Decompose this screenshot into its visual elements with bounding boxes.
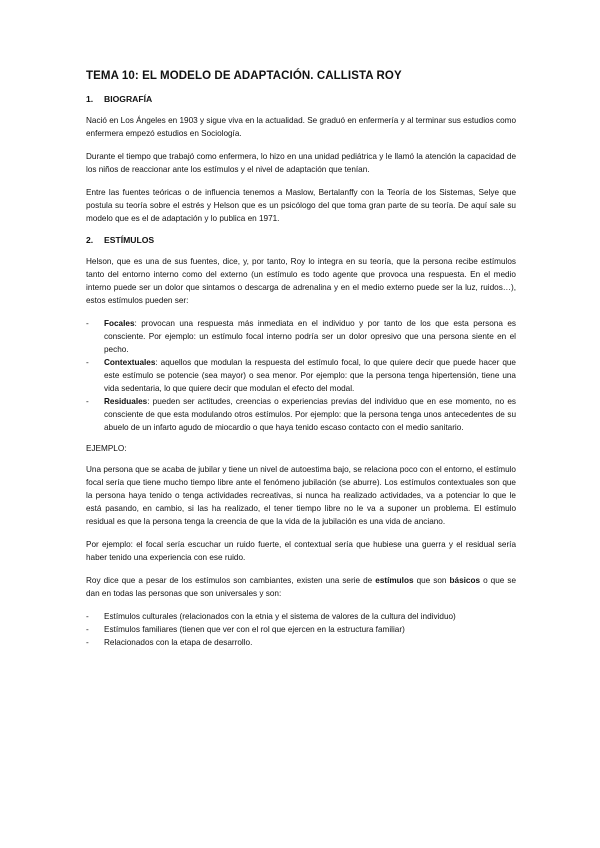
text-run: que son (413, 576, 450, 585)
list-dash: - (86, 319, 89, 328)
list-dash: - (86, 625, 89, 634)
stimulus-type-list (86, 317, 516, 434)
list-term: Focales (104, 319, 135, 328)
list-text: : pueden ser actitudes, creencias o experiencias previas del individuo que en ese momento, no es consciente de que esta modulando otros estímulos. Por ejemplo: que la persona tenga unos antecedentes de su abuelo de un infarto agudo de miocardio o que haya tenido escaso contacto con el medio sanitario. (104, 397, 516, 432)
text-run: Roy dice que a pesar de los estímulos son cambiantes, existen una serie de (86, 576, 376, 585)
list-item (86, 395, 516, 434)
text-bold: estímulos (375, 576, 414, 585)
section-heading-biografia (86, 94, 516, 104)
section-number: 2. (86, 235, 94, 245)
section-title: BIOGRAFÍA (104, 94, 153, 104)
list-dash: - (86, 638, 89, 647)
paragraph: Una persona que se acaba de jubilar y tiene un nivel de autoestima bajo, se relaciona poco con el entorno, el estímulo focal sería que tiene mucho tiempo libre ante el fenómeno jubilación (se aburre). Los estímulos contextuales son que la persona haya tenido o tenga actividades recreativas, si nunca ha realizado actividades, va a potenciar lo que le está pasando, en cambio, si las ha realizado, el tener tiempo libre no le va a suponer un problema. El estímulo residual es que la persona tenga la creencia de que la vida de la jubilación es una vida de anciano. (86, 465, 516, 526)
list-item (86, 356, 516, 395)
paragraph: Entre las fuentes teóricas o de influencia tenemos a Maslow, Bertalanffy con la Teoría de los Sistemas, Selye que postula su teoría sobre el estrés y Helson que es un psicólogo del que toma gran parte de su teoría. De aquí sale su modelo que es el de adaptación y lo publica en 1971. (86, 188, 516, 223)
list-dash: - (86, 358, 89, 367)
list-item (86, 610, 516, 623)
section-title: ESTÍMULOS (104, 235, 155, 245)
list-item (86, 623, 516, 636)
paragraph-basic-stimuli (86, 574, 516, 600)
section-number: 1. (86, 94, 94, 104)
document-title: TEMA 10: EL MODELO DE ADAPTACIÓN. CALLISTA ROY (86, 70, 402, 82)
list-text: : provocan una respuesta más inmediata en el individuo y por tanto de los que esta persona es consciente. Por ejemplo: un estímulo focal interno podría ser un dolor opresivo que una persona siente en el pecho. (104, 319, 516, 354)
paragraph: Por ejemplo: el focal sería escuchar un ruido fuerte, el contextual sería que hubiese una guerra y el residual sería haber tenido una experiencia con ese ruido. (86, 540, 516, 562)
paragraph: Nació en Los Ángeles en 1903 y sigue viva en la actualidad. Se graduó en enfermería y al terminar sus estudios como enfermera empezó estudios en Sociología. (86, 116, 516, 138)
list-term: Contextuales (104, 358, 156, 367)
list-dash: - (86, 397, 89, 406)
document-page (86, 70, 516, 659)
list-item (86, 317, 516, 356)
list-text: Estímulos culturales (relacionados con la etnia y el sistema de valores de la cultura del individuo) (104, 612, 456, 621)
list-dash: - (86, 612, 89, 621)
text-run: o que se dan en todas las personas que son universales y son: (86, 576, 517, 598)
paragraph: Helson, que es una de sus fuentes, dice, y, por tanto, Roy lo integra en su teoría, que la persona recibe estímulos tanto del entorno interno como del externo (un estímulo es todo agente que provoca una respuesta. En el medio interno puede ser un dolor que sintamos o descarga de adrenalina y en el medio externo puede ser la luz, ruidos…), estos estímulos pueden ser: (86, 257, 516, 305)
paragraph: Durante el tiempo que trabajó como enfermera, lo hizo en una unidad pediátrica y le llamó la atención la capacidad de los niños de reaccionar ante los estímulos y el nivel de adaptación que tenían. (86, 152, 516, 174)
example-label: EJEMPLO: (86, 444, 127, 453)
list-text: : aquellos que modulan la respuesta del estímulo focal, lo que quiere decir que puede hacer que este estímulo se potencie (sea mayor) o sea menor. Por ejemplo: que la persona tenga hipertensión, tiene una vida sedentaria, lo que quiere decir que modulan el efecto del modal. (104, 358, 516, 393)
list-item (86, 636, 516, 649)
basic-stimuli-list (86, 610, 516, 649)
section-heading-estimulos (86, 235, 516, 245)
list-term: Residuales (104, 397, 148, 406)
list-text: Relacionados con la etapa de desarrollo. (104, 638, 253, 647)
list-text: Estímulos familiares (tienen que ver con el rol que ejercen en la estructura familiar) (104, 625, 405, 634)
text-bold: básicos (449, 576, 481, 585)
